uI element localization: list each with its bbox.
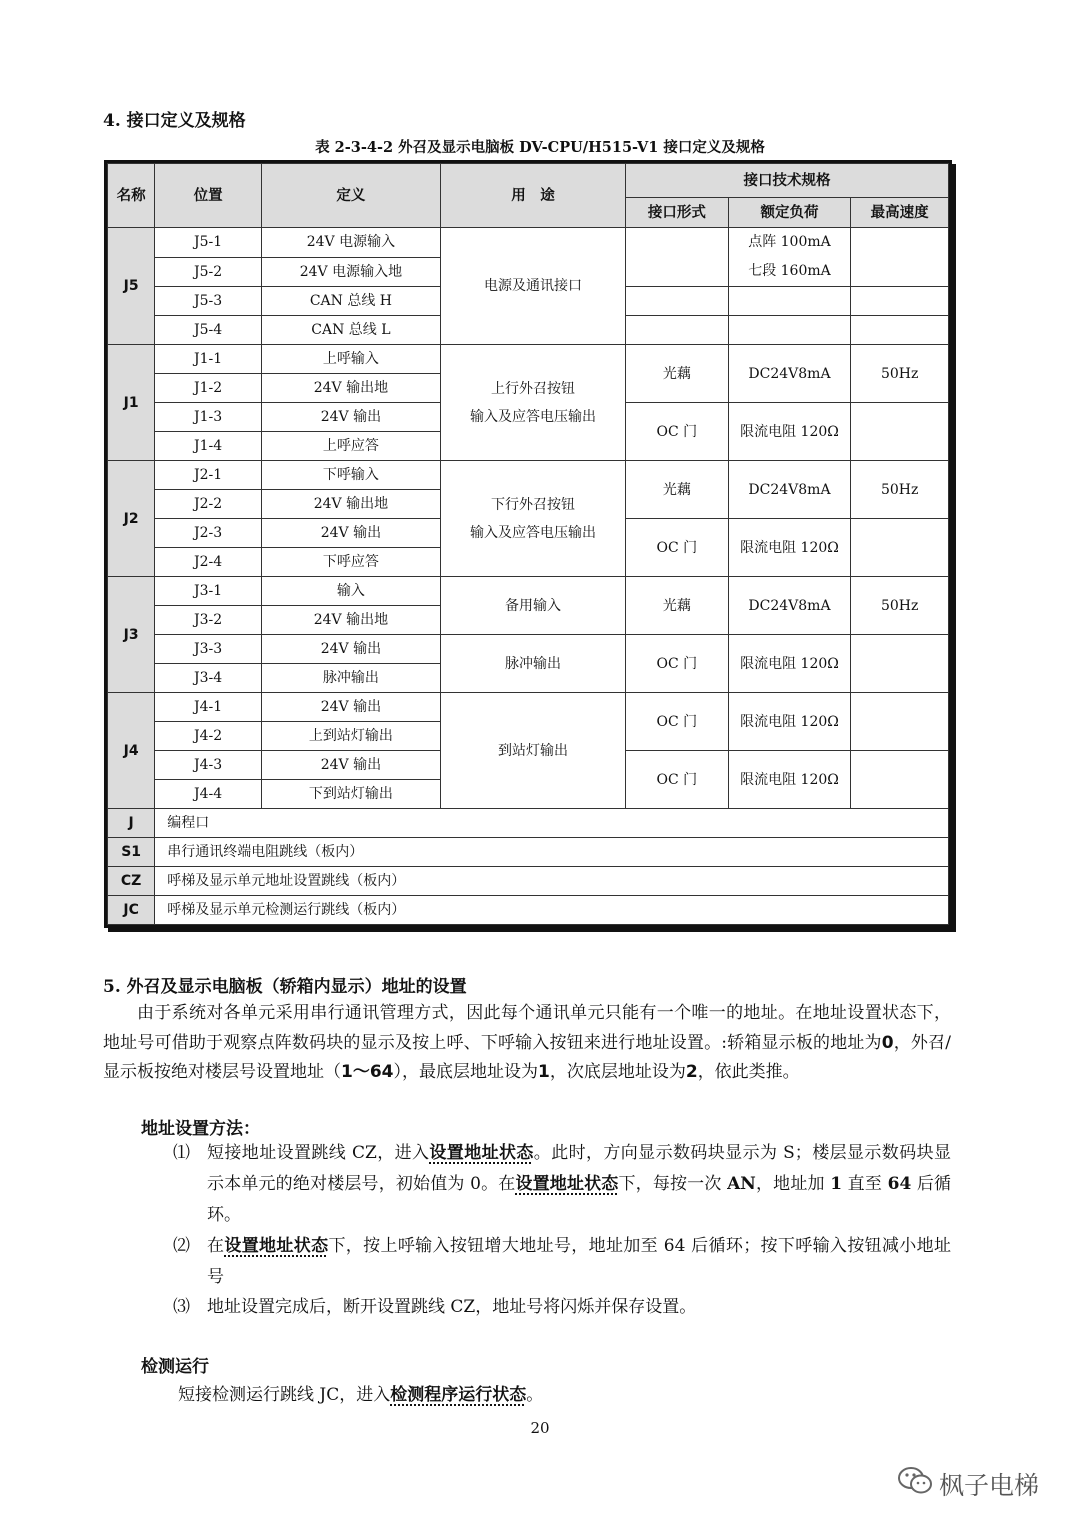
paragraph-bold: 1 — [538, 1062, 550, 1082]
connector-name: JC — [108, 896, 155, 925]
page-number: 20 — [530, 1419, 550, 1437]
item-text-part: 在 — [207, 1236, 225, 1256]
pin-definition: 24V 电源输入地 — [261, 257, 440, 287]
speed-cell — [851, 519, 949, 577]
load-cell: DC24V8mA — [728, 461, 851, 519]
speed-cell — [851, 693, 949, 751]
item-number: ⑴ — [173, 1143, 190, 1163]
load-text: 点阵 100mA — [748, 234, 831, 250]
wechat-icon — [897, 1466, 933, 1502]
pin-definition: 下呼应答 — [261, 548, 440, 577]
paragraph-text: 由于系统对各单元采用串行通讯管理方式，因此每个通讯单元只能有一个唯一的地址。在地址设置状态下，地址号可借助于观察点阵数码块的显示及按上呼、下呼输入按钮来进行地址设置。:轿箱显示板的地址为 — [103, 1003, 951, 1053]
speed-cell — [851, 751, 949, 809]
connector-name: J5 — [108, 228, 155, 345]
table-row — [108, 896, 949, 925]
item-text-part: 下，每按一次 — [618, 1174, 728, 1194]
bold-text: 64 — [887, 1174, 912, 1194]
pin-position: J1-1 — [155, 345, 262, 374]
speed-cell: 50Hz — [851, 345, 949, 403]
interface-spec-table — [104, 160, 952, 928]
form-cell — [626, 316, 729, 345]
speed-cell: 50Hz — [851, 461, 949, 519]
pin-position: J1-4 — [155, 432, 262, 461]
speed-cell — [851, 403, 949, 461]
usage-cell: 到站灯输出 — [440, 693, 625, 809]
connector-name: J4 — [108, 693, 155, 809]
paragraph-text: ，依此类推。 — [697, 1062, 800, 1082]
pin-definition: 24V 输出地 — [261, 490, 440, 519]
table-row — [108, 693, 949, 722]
usage-cell: 电源及通讯接口 — [440, 228, 625, 345]
connector-name: J1 — [108, 345, 155, 461]
emphasis-text: 设置地址状态 — [224, 1236, 329, 1256]
usage-text: 下行外召按钮 — [490, 496, 575, 513]
item-text — [207, 1292, 951, 1323]
connector-description: 编程口 — [155, 809, 949, 838]
paragraph-bold: 2 — [685, 1062, 698, 1082]
form-cell: 光藕 — [626, 577, 729, 635]
item-text-part: 。此时，方向显示数码块显示为 S；楼层显示数码块显示本单元的绝对楼层号，初始值为 0。在 — [207, 1143, 951, 1194]
form-cell: OC 门 — [626, 403, 729, 461]
usage-cell — [440, 461, 625, 577]
load-cell: 限流电阻 120Ω — [728, 635, 851, 693]
pin-definition: 24V 输出 — [261, 403, 440, 432]
pin-position: J4-1 — [155, 693, 262, 722]
pin-definition: 上呼输入 — [261, 345, 440, 374]
item-text-part: 直至 — [842, 1174, 888, 1194]
load-cell: 限流电阻 120Ω — [728, 403, 851, 461]
load-cell — [728, 316, 851, 345]
header-load: 额定负荷 — [728, 198, 851, 228]
pin-position: J5-1 — [155, 228, 262, 258]
usage-cell — [440, 345, 625, 461]
table-row — [108, 809, 949, 838]
pin-definition: CAN 总线 L — [261, 316, 440, 345]
table-row — [108, 838, 949, 867]
emphasis-text: 设置地址状态 — [429, 1143, 534, 1163]
item-text-part: 后循环。 — [207, 1174, 952, 1225]
header-name: 名称 — [108, 164, 155, 228]
form-cell — [626, 287, 729, 316]
item-text-part: ，地址加 — [755, 1174, 831, 1194]
load-cell: 限流电阻 120Ω — [728, 693, 851, 751]
pin-definition: CAN 总线 H — [261, 287, 440, 316]
paragraph-bold: 1～64 — [341, 1062, 394, 1082]
form-cell: OC 门 — [626, 693, 729, 751]
pin-position: J2-1 — [155, 461, 262, 490]
section-5-heading: 5. 外召及显示电脑板（轿箱内显示）地址的设置 — [103, 977, 467, 997]
method-title: 地址设置方法： — [141, 1119, 260, 1139]
bold-text: 1 — [830, 1174, 843, 1194]
item-text-part: 下，按上呼输入按钮增大地址号，地址加至 64 后循环；按下呼输入按钮减小地址号 — [207, 1236, 951, 1287]
pin-position: J3-2 — [155, 606, 262, 635]
item-text — [207, 1231, 951, 1293]
load-cell: DC24V8mA — [728, 577, 851, 635]
item-text — [207, 1138, 951, 1231]
item-text-part: 短接地址设置跳线 CZ，进入 — [207, 1143, 430, 1163]
speed-cell — [851, 287, 949, 316]
pin-position: J3-1 — [155, 577, 262, 606]
paragraph-text: ），最底层地址设为 — [393, 1062, 538, 1082]
speed-cell: 50Hz — [851, 577, 949, 635]
watermark-text: 枫子电梯 — [939, 1471, 1040, 1500]
form-cell — [626, 228, 729, 287]
pin-position: J2-3 — [155, 519, 262, 548]
load-cell: 限流电阻 120Ω — [728, 751, 851, 809]
connector-description: 串行通讯终端电阻跳线（板内） — [155, 838, 949, 867]
paragraph-text: 短接检测运行跳线 JC，进入 — [178, 1385, 391, 1405]
emphasis-text: 检测程序运行状态 — [390, 1385, 527, 1405]
speed-cell — [851, 635, 949, 693]
form-cell: 光藕 — [626, 345, 729, 403]
pin-position: J5-3 — [155, 287, 262, 316]
table-row — [108, 635, 949, 664]
table-row — [108, 345, 949, 374]
table-row — [108, 577, 949, 606]
pin-position: J4-3 — [155, 751, 262, 780]
pin-definition: 24V 输出 — [261, 519, 440, 548]
load-cell — [728, 287, 851, 316]
connector-name: J3 — [108, 577, 155, 693]
load-cell: 限流电阻 120Ω — [728, 519, 851, 577]
pin-definition: 24V 输出地 — [261, 606, 440, 635]
table-caption: 表 2-3-4-2 外召及显示电脑板 DV-CPU/H515-V1 接口定义及规格 — [315, 139, 765, 156]
pin-definition: 24V 输出 — [261, 635, 440, 664]
paragraph-text: 。 — [526, 1385, 544, 1405]
usage-text: 输入及应答电压输出 — [469, 408, 596, 425]
usage-text: 上行外召按钮 — [490, 380, 575, 397]
pin-position: J5-2 — [155, 257, 262, 287]
pin-definition: 脉冲输出 — [261, 664, 440, 693]
connector-name: CZ — [108, 867, 155, 896]
pin-position: J2-2 — [155, 490, 262, 519]
pin-position: J4-2 — [155, 722, 262, 751]
pin-definition: 24V 输出 — [261, 751, 440, 780]
connector-description: 呼梯及显示单元地址设置跳线（板内） — [155, 867, 949, 896]
load-text: 七段 160mA — [748, 263, 831, 279]
form-cell: 光藕 — [626, 461, 729, 519]
header-speed: 最高速度 — [851, 198, 949, 228]
pin-position: J4-4 — [155, 780, 262, 809]
pin-definition: 下到站灯输出 — [261, 780, 440, 809]
header-position: 位置 — [155, 164, 262, 228]
pin-definition: 上到站灯输出 — [261, 722, 440, 751]
table-row — [108, 228, 949, 258]
emphasis-text: 设置地址状态 — [515, 1174, 619, 1194]
pin-definition: 上呼应答 — [261, 432, 440, 461]
watermark — [897, 1466, 1039, 1502]
pin-position: J2-4 — [155, 548, 262, 577]
connector-name: J — [108, 809, 155, 838]
usage-cell: 脉冲输出 — [440, 635, 625, 693]
bold-text: AN — [727, 1174, 756, 1194]
pin-definition: 输入 — [261, 577, 440, 606]
load-cell — [728, 228, 851, 287]
table-row — [108, 461, 949, 490]
detect-paragraph — [178, 1380, 543, 1405]
table-row — [108, 867, 949, 896]
item-text-part: 地址设置完成后，断开设置跳线 CZ，地址号将闪烁并保存设置。 — [207, 1297, 697, 1317]
speed-cell — [851, 316, 949, 345]
connector-description: 呼梯及显示单元检测运行跳线（板内） — [155, 896, 949, 925]
load-cell: DC24V8mA — [728, 345, 851, 403]
pin-definition: 24V 电源输入 — [261, 228, 440, 258]
form-cell: OC 门 — [626, 635, 729, 693]
header-definition: 定义 — [261, 164, 440, 228]
usage-cell: 备用输入 — [440, 577, 625, 635]
header-usage: 用 途 — [440, 164, 625, 228]
paragraph-text: ，次底层地址设为 — [549, 1062, 686, 1082]
pin-definition: 下呼输入 — [261, 461, 440, 490]
section-4-heading: 4. 接口定义及规格 — [103, 111, 246, 131]
pin-definition: 24V 输出 — [261, 693, 440, 722]
pin-position: J3-4 — [155, 664, 262, 693]
pin-definition: 24V 输出地 — [261, 374, 440, 403]
connector-name: J2 — [108, 461, 155, 577]
header-spec: 接口技术规格 — [626, 164, 949, 198]
form-cell: OC 门 — [626, 519, 729, 577]
section-5-paragraph — [103, 999, 951, 1088]
item-number: ⑵ — [173, 1236, 190, 1256]
form-cell: OC 门 — [626, 751, 729, 809]
header-form: 接口形式 — [626, 198, 729, 228]
pin-position: J5-4 — [155, 316, 262, 345]
pin-position: J3-3 — [155, 635, 262, 664]
pin-position: J1-2 — [155, 374, 262, 403]
connector-name: S1 — [108, 838, 155, 867]
pin-position: J1-3 — [155, 403, 262, 432]
paragraph-text: ，外召/显示板按绝对楼层号设置地址（ — [103, 1032, 951, 1082]
detect-title: 检测运行 — [141, 1357, 209, 1377]
speed-cell — [851, 228, 949, 287]
paragraph-bold: 0 — [881, 1032, 894, 1053]
usage-text: 输入及应答电压输出 — [469, 524, 596, 541]
item-number: ⑶ — [173, 1297, 190, 1317]
